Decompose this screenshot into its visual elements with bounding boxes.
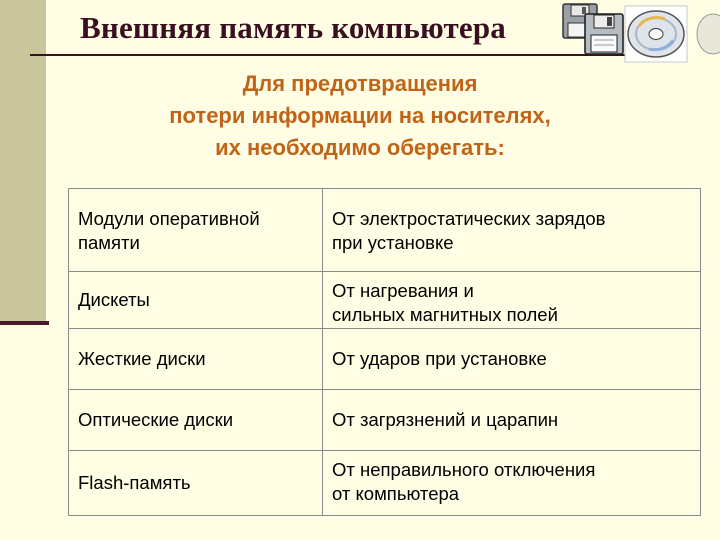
subtitle-line: их необходимо оберегать: xyxy=(215,135,505,160)
optical-disc-icon xyxy=(628,11,684,57)
media-protection-table xyxy=(68,188,701,516)
slide-subtitle xyxy=(0,68,720,164)
decorative-side-line xyxy=(0,321,49,325)
protection-cell: От электростатических зарядов при установке xyxy=(323,189,701,272)
floppy-disk-icon xyxy=(585,14,623,54)
protection-cell: От неправильного отключения от компьютера xyxy=(323,451,701,516)
media-cell: Flash-память xyxy=(69,451,323,516)
table-row xyxy=(69,451,701,516)
table-row xyxy=(69,390,701,451)
slide-title: Внешняя память компьютера xyxy=(80,10,506,45)
media-cell: Модули оперативной памяти xyxy=(69,189,323,272)
subtitle-line: потери информации на носителях, xyxy=(169,103,551,128)
table-row xyxy=(69,189,701,272)
media-cell: Жесткие диски xyxy=(69,329,323,390)
media-cell: Дискеты xyxy=(69,272,323,329)
protection-cell: От загрязнений и царапин xyxy=(323,390,701,451)
media-cell: Оптические диски xyxy=(69,390,323,451)
table-row xyxy=(69,329,701,390)
subtitle-line: Для предотвращения xyxy=(242,71,478,96)
protection-cell: От нагревания и сильных магнитных полей xyxy=(323,272,701,329)
table-row xyxy=(69,272,701,329)
protection-cell: От ударов при установке xyxy=(323,329,701,390)
storage-media-icons xyxy=(545,2,720,66)
